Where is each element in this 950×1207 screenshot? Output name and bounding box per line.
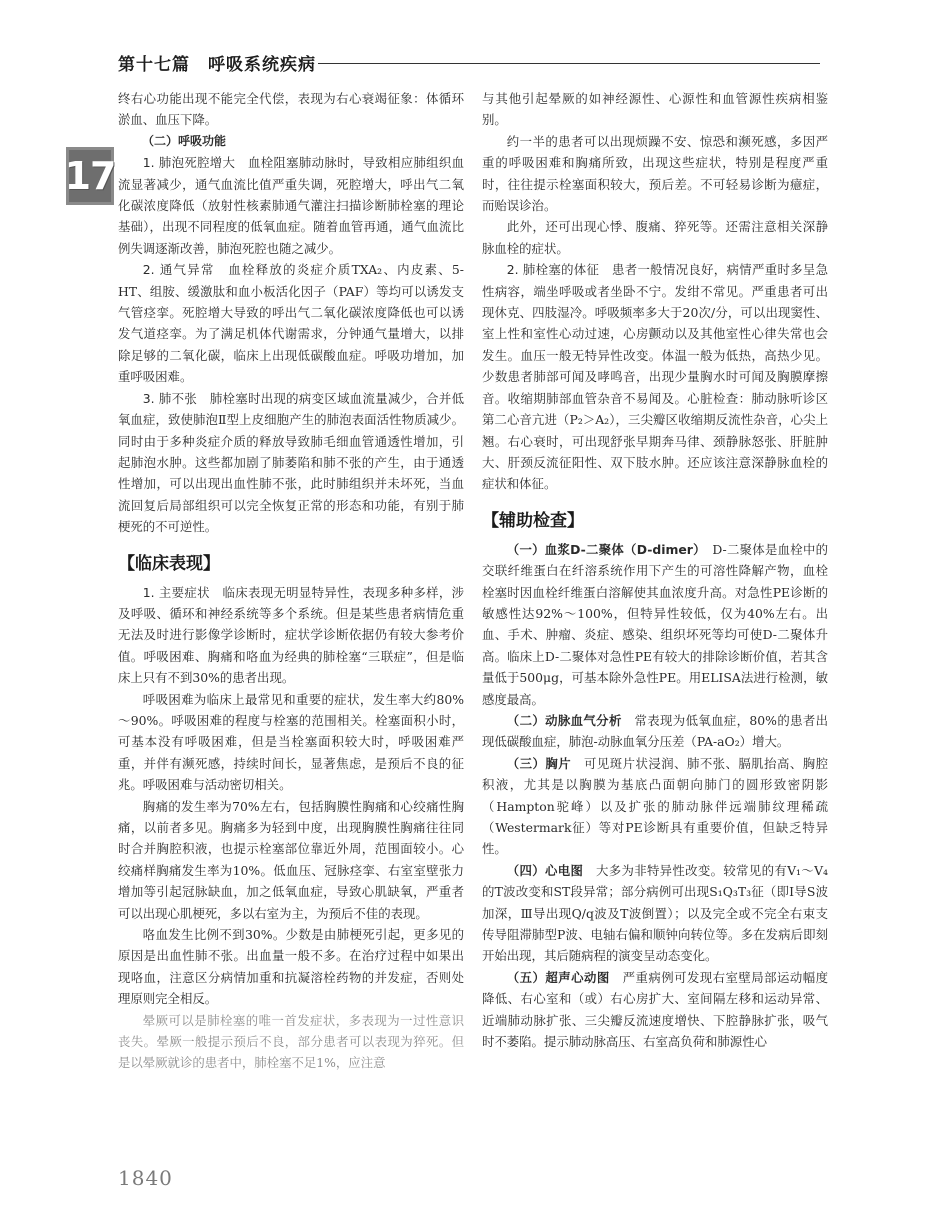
paragraph: 与其他引起晕厥的如神经源性、心源性和血管源性疾病相鉴别。 (482, 91, 828, 128)
paragraph-text: 肺栓塞时出现的病变区域血流量减少，合并低氧血症，致使肺泡Ⅱ型上皮细胞产生的肺泡表面活性物质减少。同时由于多种炎症介质的释放导致肺毛细血管通透性增加，引起肺泡水肿。这些都加剧了肺萎陷和肺不张的产生，由于通透性增加，可以出现出血性肺不张，此时肺组织并未坏死，当血流回复后局部组织可以完全恢复正常的形态和功能，有别于肺梗死的不可逆性。 (118, 390, 465, 535)
paragraph-text: 严重病例可发现右室壁局部运动幅度降低、右心室和（或）右心房扩大、室间隔左移和运动异常、近端肺动脉扩张、三尖瓣反流速度增快、下腔静脉扩张，吸气时不萎陷。提示肺动脉高压、右室高负荷和肺源性心 (482, 969, 829, 1050)
page-number: 1840 (118, 1166, 173, 1190)
right-column (482, 88, 828, 1052)
subheading: （二）呼吸功能 (142, 133, 227, 148)
paragraph-text: 常表现为低氧血症，80%的患者出现低碳酸血症，肺泡-动脉血氧分压差（PA-aO₂）增大。 (482, 712, 829, 750)
paragraph (118, 152, 464, 259)
paragraph: 约一半的患者可以出现烦躁不安、惊恐和濒死感，多因严重的呼吸困难和胸痛所致，出现这些症状，特别是程度严重时，往往提示栓塞面积较大，预后差。不可轻易诊断为癔症，而贻误诊治。 (482, 133, 828, 214)
paragraph-lead: 2. 通气异常 (142, 262, 215, 278)
section-heading: 【辅助检查】 (482, 510, 584, 531)
chapter-tab: 17 (66, 147, 114, 205)
paragraph (118, 582, 464, 689)
paragraph-text: 大多为非特异性改变。较常见的有V₁～V₄的T波改变和ST段异常；部分病例可出现S₁Q₃T₃征（即Ⅰ导S波加深，Ⅲ导出现Q/q波及T波倒置）；以及完全或不完全右束支传导阻滞肺型P波、电轴右偏和顺钟向转位等。多在发病后即刻开始出现，其后随病程的演变呈动态变化。 (482, 862, 828, 964)
paragraph (482, 710, 828, 753)
paragraph-text: 血栓释放的炎症介质TXA₂、内皮素、5-HT、组胺、缓激肽和血小板活化因子（PAF）等均可以诱发支气管痉挛。死腔增大导致的呼出气二氧化碳浓度降低也可以诱发气道痉挛。为了满足机体代谢需求，分钟通气量增大，以排除足够的二氧化碳，临床上出现低碳酸血症。呼吸功增加，加重呼吸困难。 (118, 262, 464, 385)
paragraph: 终右心功能出现不能完全代偿，表现为右心衰竭征象：体循环淤血、血压下降。 (118, 91, 464, 128)
paragraph-text: 患者一般情况良好，病情严重时多呈急性病容，端坐呼吸或者坐卧不宁。发绀不常见。严重患者可出现休克、四肢湿冷。呼吸频率多大于20次/分，可以出现窦性、室上性和室性心动过速，心房颤动以及其他室性心律失常也会发生。血压一般无特异性改变。体温一般为低热，高热少见。少数患者肺部可闻及哮鸣音，出现少量胸水时可闻及胸膜摩擦音。收缩期肺部血管杂音不易闻及。心脏检查：肺动脉听诊区第二心音亢进（P₂＞A₂），三尖瓣区收缩期反流性杂音，心尖上翘。右心衰时，可出现舒张早期奔马律、颈静脉怒张、肝脏肿大、肝颈反流征阳性、双下肢水肿。还应该注意深静脉血栓的症状和体征。 (482, 262, 829, 492)
paragraph: 咯血发生比例不到30%。少数是由肺梗死引起，更多见的原因是出血性肺不张。出血量一般不多。在治疗过程中如果出现咯血，注意区分病情加重和抗凝溶栓药物的并发症，否则处理原则完全相反。 (118, 927, 464, 1007)
left-column (118, 88, 464, 1074)
paragraph-text: D-二聚体是血栓中的交联纤维蛋白在纤溶系统作用下产生的可溶性降解产物，血栓栓塞时因血栓纤维蛋白溶解使其血浓度升高。对急性PE诊断的敏感性达92%～100%，但特异性较低，仅为40%左右。出血、手术、肿瘤、炎症、感染、组织坏死等均可使D-二聚体升高。临床上D-二聚体对急性PE有较大的排除诊断价值，若其含量低于500μg，可基本除外急性PE。用ELISA法进行检测，敏感度最高。 (482, 541, 828, 707)
running-header (118, 50, 820, 82)
paragraph-lead: 2. 肺栓塞的体征 (506, 262, 600, 278)
paragraph-lead: （一）血浆D-二聚体（D-dimer） (506, 541, 700, 557)
paragraph-lead: （五）超声心动图 (506, 969, 610, 985)
paragraph (118, 388, 464, 538)
paragraph (482, 259, 828, 494)
paragraph-lead: （二）动脉血气分析 (506, 712, 622, 728)
paragraph: 呼吸困难为临床上最常见和重要的症状，发生率大约80%～90%。呼吸困难的程度与栓塞的范围相关。栓塞面积小时，可基本没有呼吸困难，但是当栓塞面积较大时，呼吸困难严重，并伴有濒死感，持续时间长，显著焦虑，是预后不良的征兆。呼吸困难与活动密切相关。 (118, 691, 464, 793)
paragraph-text: 血栓阻塞肺动脉时，导致相应肺组织血流显著减少，通气血流比值严重失调，死腔增大，呼出气二氧化碳浓度降低（放射性核素肺通气灌注扫描诊断肺栓塞的理论基础），出现不同程度的低氧血症。随着血管再通，通气血流比例失调逐渐改善，肺泡死腔也随之减少。 (118, 155, 465, 256)
paragraph-lead: （四）心电图 (506, 862, 584, 878)
paragraph-lead: 3. 肺不张 (142, 390, 198, 406)
paragraph: 此外，还可出现心悸、腹痛、猝死等。还需注意相关深静脉血栓的症状。 (482, 219, 828, 256)
header-rule (318, 63, 820, 64)
paragraph-text: 临床表现无明显特异性，表现多种多样，涉及呼吸、循环和神经系统等多个系统。但是某些患者病情危重无法及时进行影像学诊断时，症状学诊断依据仍有较大参考价值。呼吸困难、胸痛和咯血为经典的肺栓塞“三联症”，但是临床上只有不到30%的患者出现。 (118, 584, 465, 686)
paragraph: 胸痛的发生率为70%左右，包括胸膜性胸痛和心绞痛性胸痛，以前者多见。胸痛多为轻到中度，出现胸膜性胸痛往往同时合并胸腔积液，也提示栓塞部位靠近外周，范围面较小。心绞痛样胸痛发生率为10%。低血压、冠脉痉挛、右室室壁张力增加等引起冠脉缺血，加之低氧血症，导致心肌缺氧，严重者可以出现心肌梗死，多以右室为主，为预后不佳的表现。 (118, 798, 464, 921)
paragraph-lead: 1. 肺泡死腔增大 (142, 155, 236, 171)
paragraph-text: 可见斑片状浸润、肺不张、膈肌抬高、胸腔积液，尤其是以胸膜为基底凸面朝向肺门的圆形致密阴影（Hampton驼峰）以及扩张的肺动脉伴远端肺纹理稀疏（Westermark征）等对PE诊断具有重要价值，但缺乏特异性。 (482, 755, 829, 857)
paragraph (482, 539, 828, 710)
paragraph: 晕厥可以是肺栓塞的唯一首发症状，多表现为一过性意识丧失。晕厥一般提示预后不良，部分患者可以表现为猝死。但是以晕厥就诊的患者中，肺栓塞不足1%，应注意 (118, 1012, 464, 1071)
section-heading: 【临床表现】 (118, 553, 220, 574)
paragraph (482, 860, 828, 967)
paragraph (118, 259, 464, 387)
paragraph (482, 753, 828, 860)
paragraph (482, 967, 828, 1053)
paragraph-lead: （三）胸片 (506, 755, 572, 771)
section-title: 第十七篇 呼吸系统疾病 (118, 55, 316, 75)
paragraph-lead: 1. 主要症状 (142, 584, 210, 600)
